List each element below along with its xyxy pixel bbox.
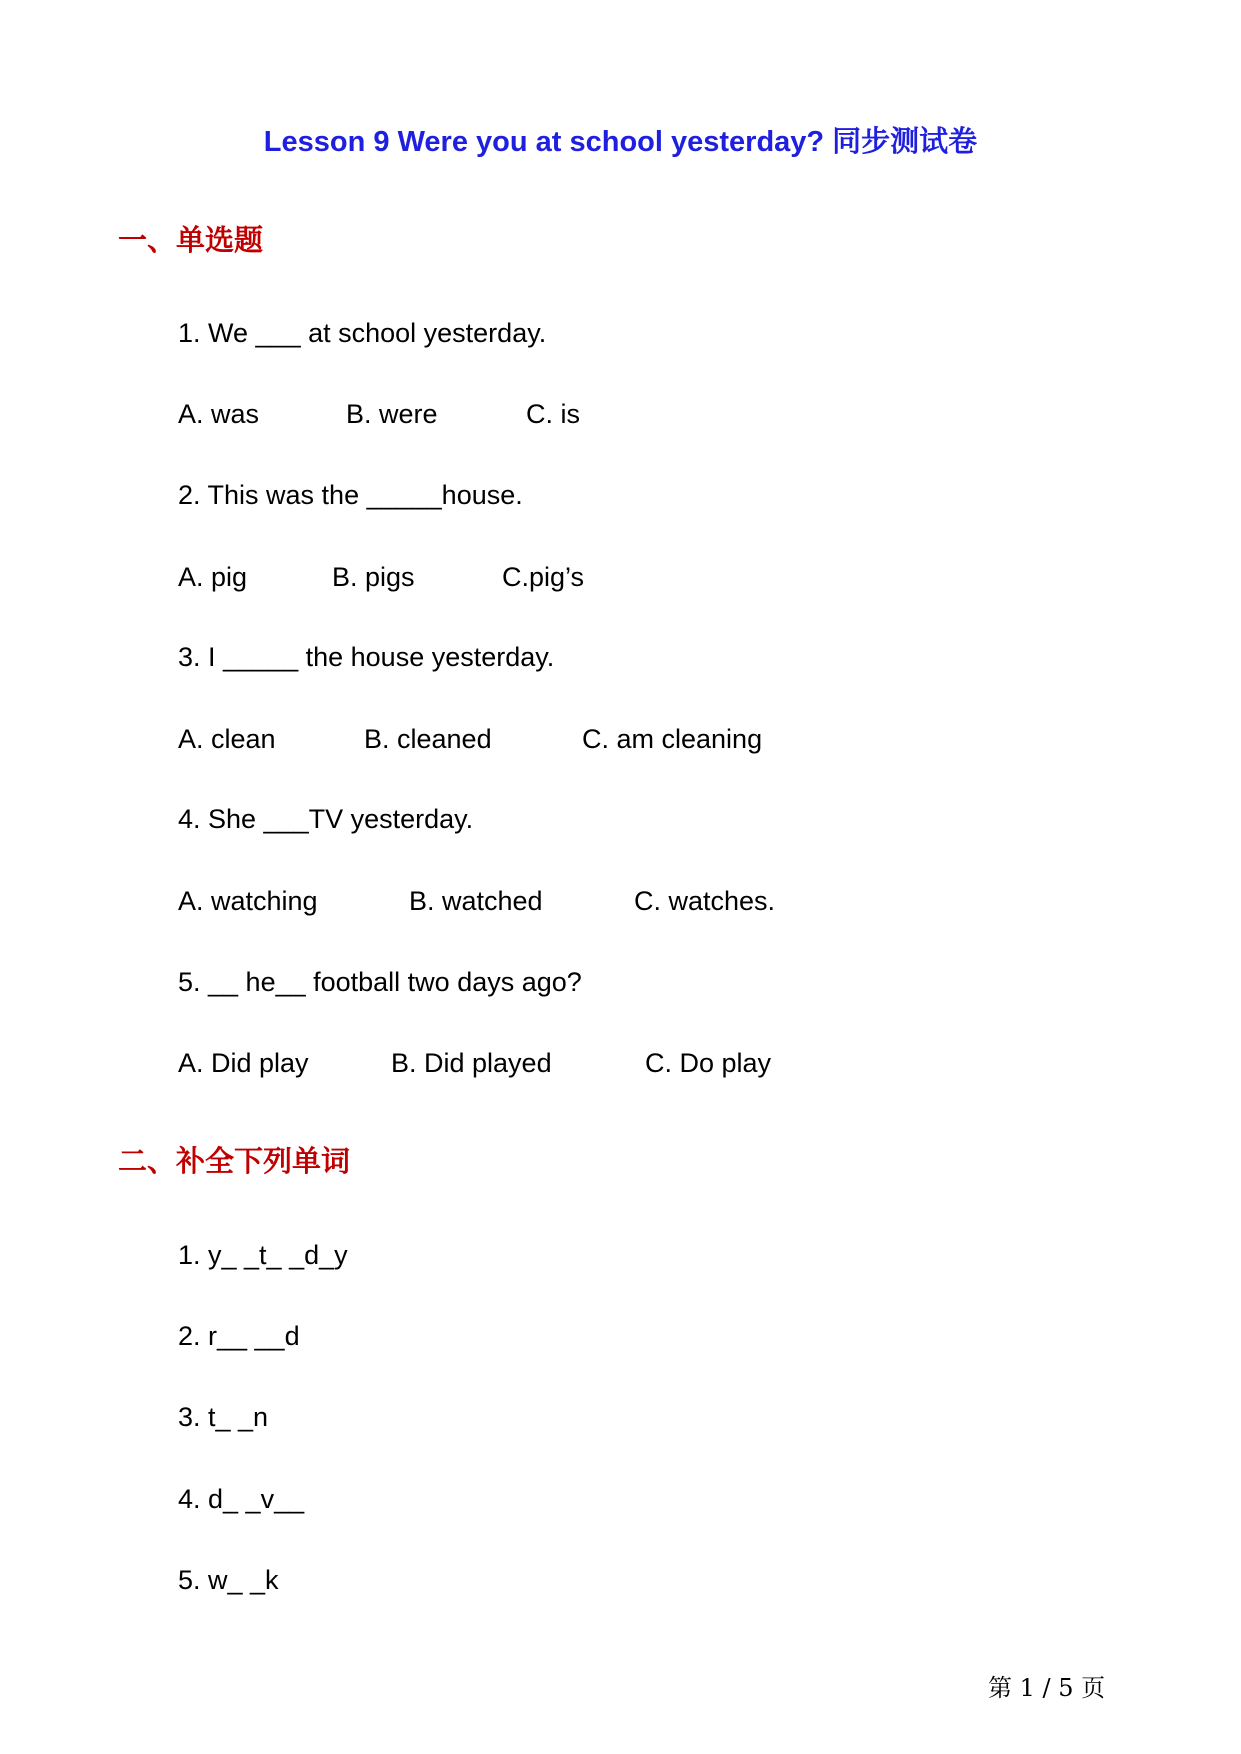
section-heading-complete-words: 二、补全下列单词 bbox=[118, 1144, 351, 1178]
question-2-option-b: B. pigs bbox=[332, 562, 415, 592]
word-item-4: 4. d_ _v__ bbox=[178, 1484, 305, 1514]
word-item-1: 1. y_ _t_ _d_y bbox=[178, 1240, 348, 1270]
question-4-option-c: C. watches. bbox=[634, 886, 776, 916]
word-item-3: 3. t_ _n bbox=[178, 1402, 269, 1432]
question-5-option-b: B. Did played bbox=[391, 1048, 552, 1078]
question-1-stem: 1. We ___ at school yesterday. bbox=[178, 318, 547, 348]
question-1-option-a: A. was bbox=[178, 399, 260, 429]
section-heading-single-choice: 一、单选题 bbox=[118, 223, 264, 257]
word-item-2: 2. r__ __d bbox=[178, 1321, 300, 1351]
question-1-option-b: B. were bbox=[346, 399, 438, 429]
word-item-5: 5. w_ _k bbox=[178, 1565, 279, 1595]
question-2-option-c: C.pig’s bbox=[502, 562, 585, 592]
question-4-stem: 4. She ___TV yesterday. bbox=[178, 804, 474, 834]
question-5-option-a: A. Did play bbox=[178, 1048, 309, 1078]
page-title: Lesson 9 Were you at school yesterday? 同步测试卷 bbox=[263, 126, 978, 158]
question-4-option-a: A. watching bbox=[178, 886, 318, 916]
question-1-option-c: C. is bbox=[526, 399, 580, 429]
question-3-option-a: A. clean bbox=[178, 724, 276, 754]
question-2-stem: 2. This was the _____house. bbox=[178, 480, 523, 510]
question-4-option-b: B. watched bbox=[409, 886, 543, 916]
question-3-stem: 3. I _____ the house yesterday. bbox=[178, 642, 555, 672]
question-5-option-c: C. Do play bbox=[645, 1048, 772, 1078]
question-3-option-b: B. cleaned bbox=[364, 724, 492, 754]
question-2-option-a: A. pig bbox=[178, 562, 248, 592]
page-number: 第 1 / 5 页 bbox=[988, 1674, 1106, 1702]
question-3-option-c: C. am cleaning bbox=[582, 724, 763, 754]
question-5-stem: 5. __ he__ football two days ago? bbox=[178, 967, 582, 997]
